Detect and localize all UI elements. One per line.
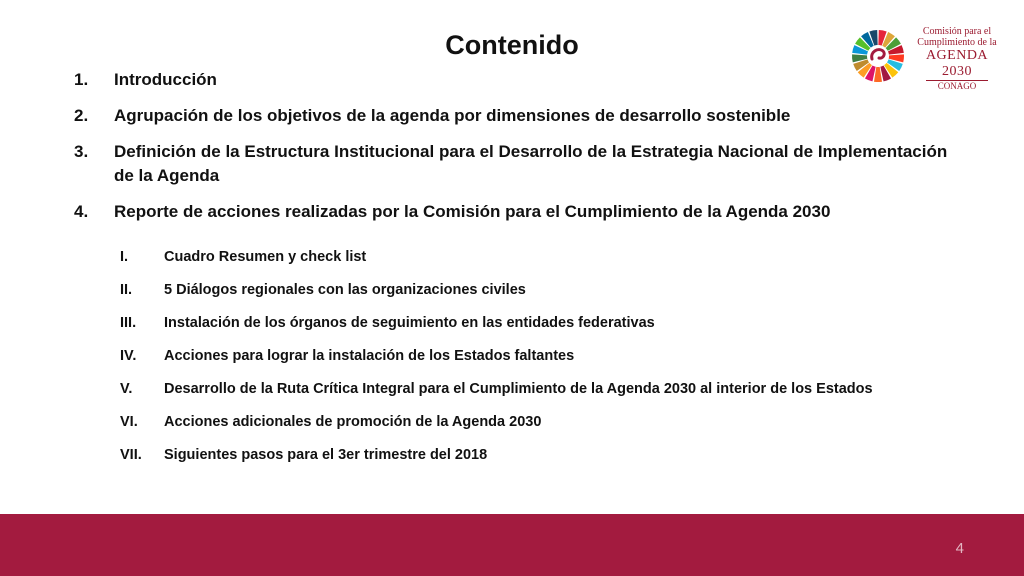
page-number: 4 xyxy=(955,540,964,557)
list-item xyxy=(120,345,940,367)
sub-contents-list xyxy=(120,246,940,477)
list-item xyxy=(120,312,940,334)
item-number: 4. xyxy=(74,202,89,221)
logo-line-1: Comisión para el xyxy=(922,26,992,37)
main-contents-list xyxy=(70,68,970,236)
logo-line-3: AGENDA 2030 xyxy=(925,48,989,79)
item-text: Agrupación de los objetivos de la agenda por dimensiones de desarrollo sostenible xyxy=(114,106,791,125)
item-number: III. xyxy=(120,315,137,331)
item-text: 5 Diálogos regionales con las organizaciones civiles xyxy=(164,282,526,298)
item-text: Introducción xyxy=(114,70,217,89)
item-number: I. xyxy=(120,249,129,265)
item-number: 1. xyxy=(74,70,89,89)
list-item xyxy=(70,200,970,224)
item-text: Cuadro Resumen y check list xyxy=(164,249,367,265)
item-number: II. xyxy=(120,282,133,298)
item-text: Siguientes pasos para el 3er trimestre del 2018 xyxy=(164,447,488,463)
item-number: 3. xyxy=(74,142,89,161)
item-text: Definición de la Estructura Institucional para el Desarrollo de la Estrategia Nacional de Implementación de la Agenda xyxy=(114,142,948,185)
item-text: Desarrollo de la Ruta Crítica Integral para el Cumplimiento de la Agenda 2030 al interior de los Estados xyxy=(164,381,873,397)
list-item xyxy=(70,68,970,92)
item-text: Reporte de acciones realizadas por la Comisión para el Cumplimiento de la Agenda 2030 xyxy=(114,202,831,221)
list-item xyxy=(70,140,970,188)
list-item xyxy=(120,411,940,433)
footer-bar xyxy=(0,514,1024,576)
logo-line-4: CONAGO xyxy=(926,80,988,92)
item-text: Acciones para lograr la instalación de los Estados faltantes xyxy=(164,348,575,364)
logo-line-2: Cumplimiento de la xyxy=(917,37,997,48)
item-number: V. xyxy=(120,381,133,397)
list-item xyxy=(120,246,940,268)
item-number: VII. xyxy=(120,447,142,463)
list-item xyxy=(70,104,970,128)
item-number: VI. xyxy=(120,414,138,430)
item-text: Instalación de los órganos de seguimiento en las entidades federativas xyxy=(164,315,655,331)
list-item xyxy=(120,444,940,466)
slide-title: Contenido xyxy=(445,30,579,60)
list-item xyxy=(120,279,940,301)
item-text: Acciones adicionales de promoción de la Agenda 2030 xyxy=(164,414,542,430)
list-item xyxy=(120,378,940,400)
item-number: IV. xyxy=(120,348,137,364)
item-number: 2. xyxy=(74,106,89,125)
